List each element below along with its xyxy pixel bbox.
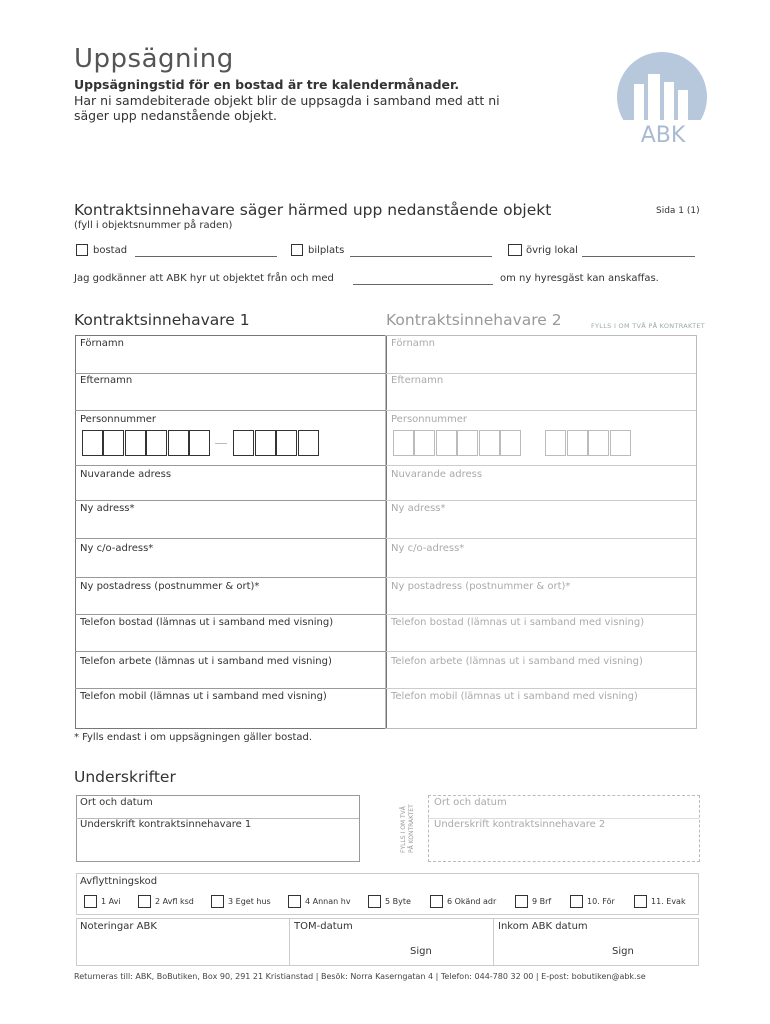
h2-telefon-bostad-label: Telefon bostad (lämnas ut i samband med visning) <box>391 617 645 628</box>
h1-efternamn-label: Efternamn <box>80 375 133 386</box>
option-ovrig-lokal[interactable] <box>508 244 578 256</box>
h1-telefon-mobil-label: Telefon mobil (lämnas ut i samband med visning) <box>80 691 327 702</box>
h1-ny-co-adress-label: Ny c/o-adress* <box>80 543 154 554</box>
move-code-9-checkbox[interactable] <box>515 895 528 908</box>
h1-telefon-bostad-label: Telefon bostad (lämnas ut i samband med visning) <box>80 617 334 628</box>
h2-ny-adress-label: Ny adress* <box>391 503 446 514</box>
h1-ny-postadress-label: Ny postadress (postnummer & ort)* <box>80 581 260 592</box>
holder-2-note: FYLLS I OM TVÅ PÅ KONTRAKTET <box>591 322 706 330</box>
move-code-6-checkbox[interactable] <box>430 895 443 908</box>
abk-logo <box>612 52 712 152</box>
h2-personnummer-label: Personnummer <box>391 414 468 425</box>
sign1-place-date-label: Ort och datum <box>80 797 153 808</box>
h1-fornamn-label: Förnamn <box>80 338 124 349</box>
h2-fornamn-label: Förnamn <box>391 338 435 349</box>
move-code-1-checkbox[interactable] <box>84 895 97 908</box>
h2-telefon-mobil-label: Telefon mobil (lämnas ut i samband med visning) <box>391 691 638 702</box>
h1-nuvarande-adress-label: Nuvarande adress <box>80 469 172 480</box>
move-code-10[interactable]: 10. För <box>570 895 615 908</box>
bostad-label: bostad <box>93 244 128 256</box>
option-bilplats[interactable] <box>291 244 344 256</box>
intro-line-1: Har ni samdebiterade objekt blir de uppsagda i samband med att ni <box>74 93 500 108</box>
office-inkom-label: Inkom ABK datum <box>498 921 588 932</box>
bilplats-label: bilplats <box>308 244 345 256</box>
sign2-label: Underskrift kontraktsinnehavare 2 <box>434 819 606 830</box>
signatures-heading: Underskrifter <box>74 768 176 786</box>
move-code-11-checkbox[interactable] <box>634 895 647 908</box>
h1-telefon-arbete-label: Telefon arbete (lämnas ut i samband med visning) <box>80 656 332 667</box>
move-code-2-checkbox[interactable] <box>138 895 151 908</box>
h1-ny-adress-label: Ny adress* <box>80 503 135 514</box>
logo-text: ABK <box>640 123 686 148</box>
notice-text: Uppsägningstid för en bostad är tre kalendermånader. <box>74 77 460 92</box>
intro-line-2: säger upp nedanstående objekt. <box>74 108 277 123</box>
move-code-3[interactable]: 3 Eget hus <box>211 895 271 908</box>
h2-nuvarande-adress-label: Nuvarande adress <box>391 469 483 480</box>
footnote: * Fylls endast i om uppsägningen gäller bostad. <box>74 732 313 743</box>
approve-text-post: om ny hyresgäst kan anskaffas. <box>500 273 659 284</box>
move-code-2[interactable]: 2 Avfl ksd <box>138 895 194 908</box>
move-code-5[interactable]: 5 Byte <box>368 895 411 908</box>
move-code-9[interactable]: 9 Brf <box>515 895 551 908</box>
objects-heading: Kontraktsinnehavare säger härmed upp nedanstående objekt <box>74 201 552 219</box>
office-box <box>76 918 699 966</box>
move-code-5-checkbox[interactable] <box>368 895 381 908</box>
ovrig-lokal-checkbox[interactable] <box>508 244 522 256</box>
office-tom-label: TOM-datum <box>294 921 353 932</box>
holder-2-heading: Kontraktsinnehavare 2 <box>386 311 562 329</box>
approve-text-pre: Jag godkänner att ABK hyr ut objektet från och med <box>74 273 334 284</box>
objects-hint: (fyll i objektsnummer på raden) <box>74 220 233 231</box>
move-code-1[interactable]: 1 Avi <box>84 895 121 908</box>
move-code-4-checkbox[interactable] <box>288 895 301 908</box>
office-tom-sign-label: Sign <box>410 946 432 957</box>
office-inkom-sign-label: Sign <box>612 946 634 957</box>
h2-efternamn-label: Efternamn <box>391 375 444 386</box>
move-code-4[interactable]: 4 Annan hv <box>288 895 351 908</box>
holder-1-heading: Kontraktsinnehavare 1 <box>74 311 250 329</box>
footer-contact: Returneras till: ABK, BoButiken, Box 90, 291 21 Kristianstad | Besök: Norra Kaserngatan 4 | Telefon: 044-780 32 00 | E-post: bobutiken@abk.se <box>74 972 646 981</box>
ovrig-lokal-object-line[interactable] <box>582 255 695 257</box>
h2-ny-postadress-label: Ny postadress (postnummer & ort)* <box>391 581 571 592</box>
bilplats-object-line[interactable] <box>350 255 492 257</box>
holder-1-box <box>75 335 387 729</box>
page-title: Uppsägning <box>74 44 234 74</box>
bostad-checkbox[interactable] <box>76 244 88 256</box>
h2-ny-co-adress-label: Ny c/o-adress* <box>391 543 465 554</box>
move-code-3-checkbox[interactable] <box>211 895 224 908</box>
ovrig-lokal-label: övrig lokal <box>526 244 578 256</box>
move-code-heading: Avflyttningskod <box>80 876 158 887</box>
sign2-place-date-label: Ort och datum <box>434 797 507 808</box>
bostad-object-line[interactable] <box>135 255 277 257</box>
h1-personnummer-label: Personnummer <box>80 414 157 425</box>
bilplats-checkbox[interactable] <box>291 244 303 256</box>
h2-telefon-arbete-label: Telefon arbete (lämnas ut i samband med visning) <box>391 656 643 667</box>
sign1-label: Underskrift kontraktsinnehavare 1 <box>80 819 252 830</box>
page-number: Sida 1 (1) <box>656 206 700 216</box>
sign2-side-note: FYLLS I OM TVÅ PÅ KONTRAKTET <box>400 804 415 853</box>
move-code-11[interactable]: 11. Evak <box>634 895 686 908</box>
move-code-10-checkbox[interactable] <box>570 895 583 908</box>
option-bostad[interactable] <box>76 244 127 256</box>
move-code-6[interactable]: 6 Okänd adr <box>430 895 496 908</box>
move-code-box <box>76 873 699 915</box>
approve-date-line[interactable] <box>353 283 493 285</box>
office-notes-label: Noteringar ABK <box>80 921 157 932</box>
holder-2-box <box>385 335 697 729</box>
